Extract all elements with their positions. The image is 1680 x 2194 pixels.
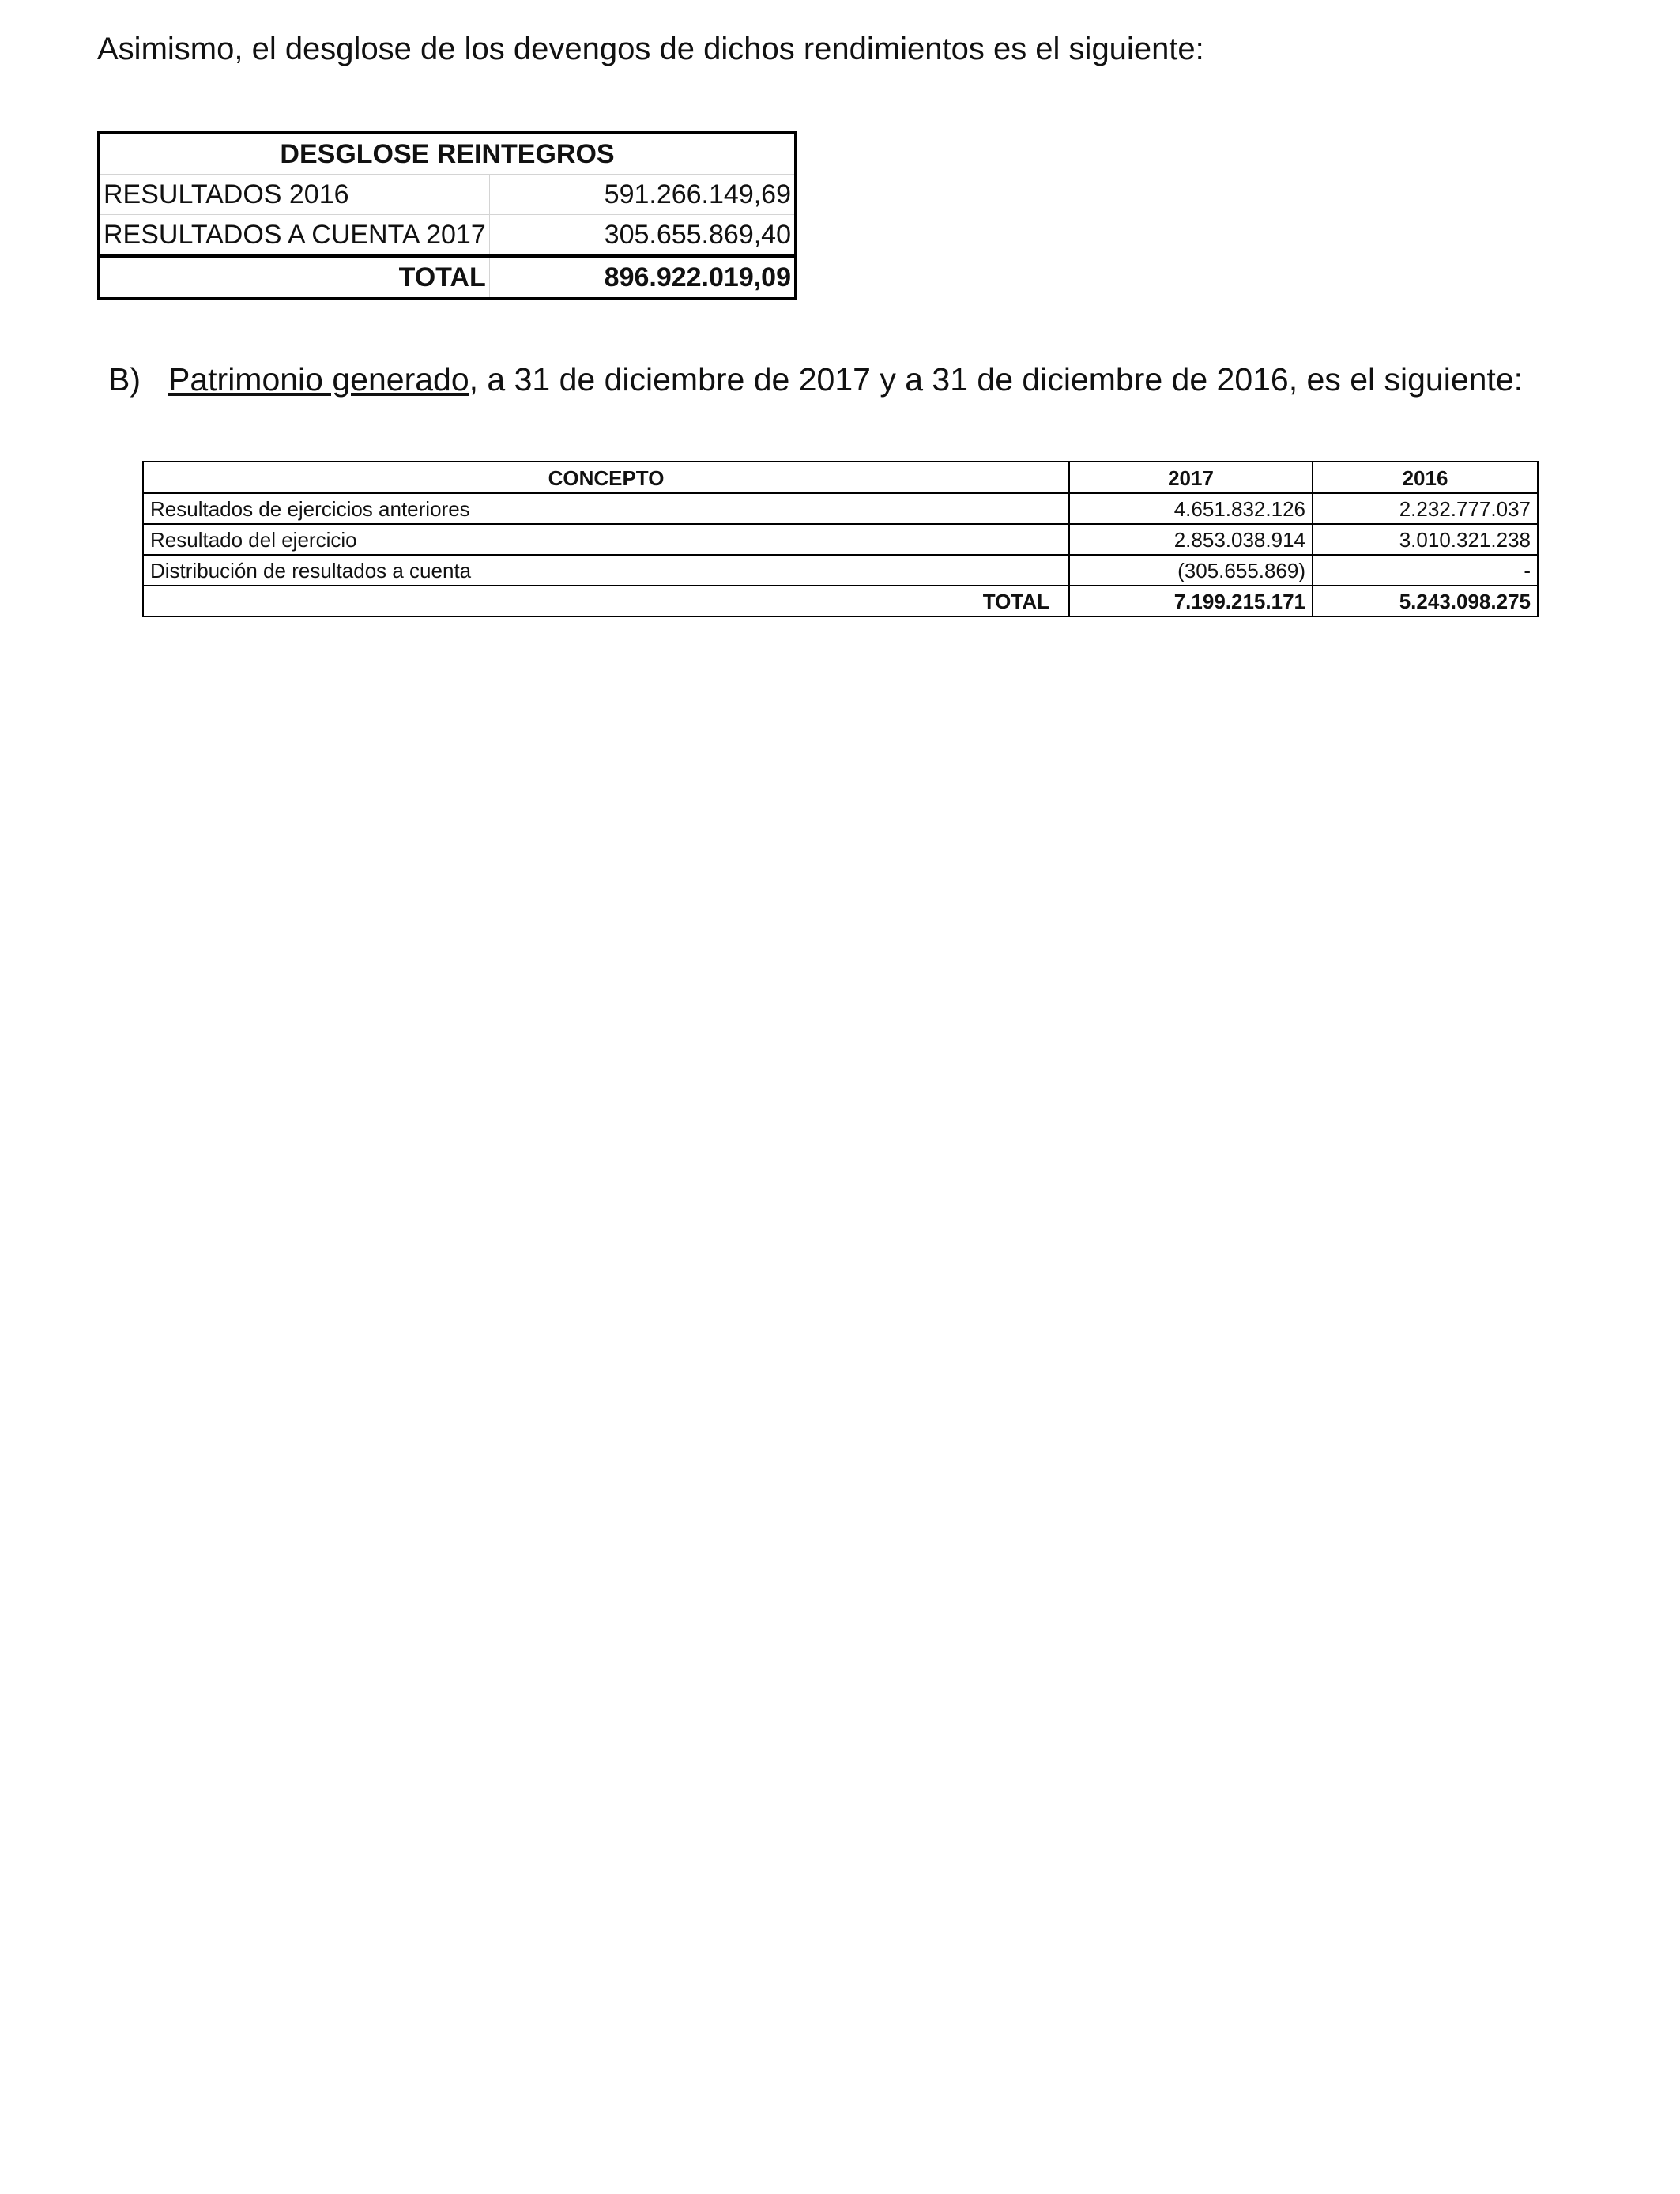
table-total-row: [143, 586, 1538, 616]
row-value-2017: 4.651.832.126: [1069, 493, 1313, 524]
total-label: TOTAL: [143, 586, 1069, 616]
table-row: [143, 524, 1538, 555]
section-letter: B): [108, 361, 141, 398]
total-value: 896.922.019,09: [489, 256, 796, 299]
total-value-2016: 5.243.098.275: [1313, 586, 1538, 616]
total-value-2017: 7.199.215.171: [1069, 586, 1313, 616]
row-concept: Distribución de resultados a cuenta: [143, 555, 1069, 586]
section-b-heading: [108, 354, 1523, 405]
total-label: TOTAL: [99, 256, 489, 299]
desglose-title: DESGLOSE REINTEGROS: [99, 133, 796, 175]
row-label: RESULTADOS 2016: [99, 175, 489, 215]
row-value-2016: 3.010.321.238: [1313, 524, 1538, 555]
row-value-2016: 2.232.777.037: [1313, 493, 1538, 524]
patrimonio-generado-table: [142, 461, 1539, 617]
table-header-row: [99, 133, 796, 175]
desglose-reintegros-table: [97, 131, 797, 300]
table-total-row: [99, 256, 796, 299]
section-title-rest: , a 31 de diciembre de 2017 y a 31 de diciembre de 2016, es el siguiente:: [469, 361, 1524, 398]
table-header-row: [143, 462, 1538, 493]
table-row: [143, 493, 1538, 524]
row-value: 591.266.149,69: [489, 175, 796, 215]
header-2017: 2017: [1069, 462, 1313, 493]
table-row: [99, 175, 796, 215]
row-label: RESULTADOS A CUENTA 2017: [99, 215, 489, 257]
section-title-underlined: Patrimonio generado: [168, 361, 469, 398]
table-row: [99, 215, 796, 257]
row-concept: Resultado del ejercicio: [143, 524, 1069, 555]
intro-paragraph: Asimismo, el desglose de los devengos de dichos rendimientos es el siguiente:: [97, 32, 1204, 66]
row-value: 305.655.869,40: [489, 215, 796, 257]
table-row: [143, 555, 1538, 586]
header-concepto: CONCEPTO: [143, 462, 1069, 493]
row-value-2017: 2.853.038.914: [1069, 524, 1313, 555]
row-concept: Resultados de ejercicios anteriores: [143, 493, 1069, 524]
row-value-2017: (305.655.869): [1069, 555, 1313, 586]
header-2016: 2016: [1313, 462, 1538, 493]
row-value-2016: -: [1313, 555, 1538, 586]
